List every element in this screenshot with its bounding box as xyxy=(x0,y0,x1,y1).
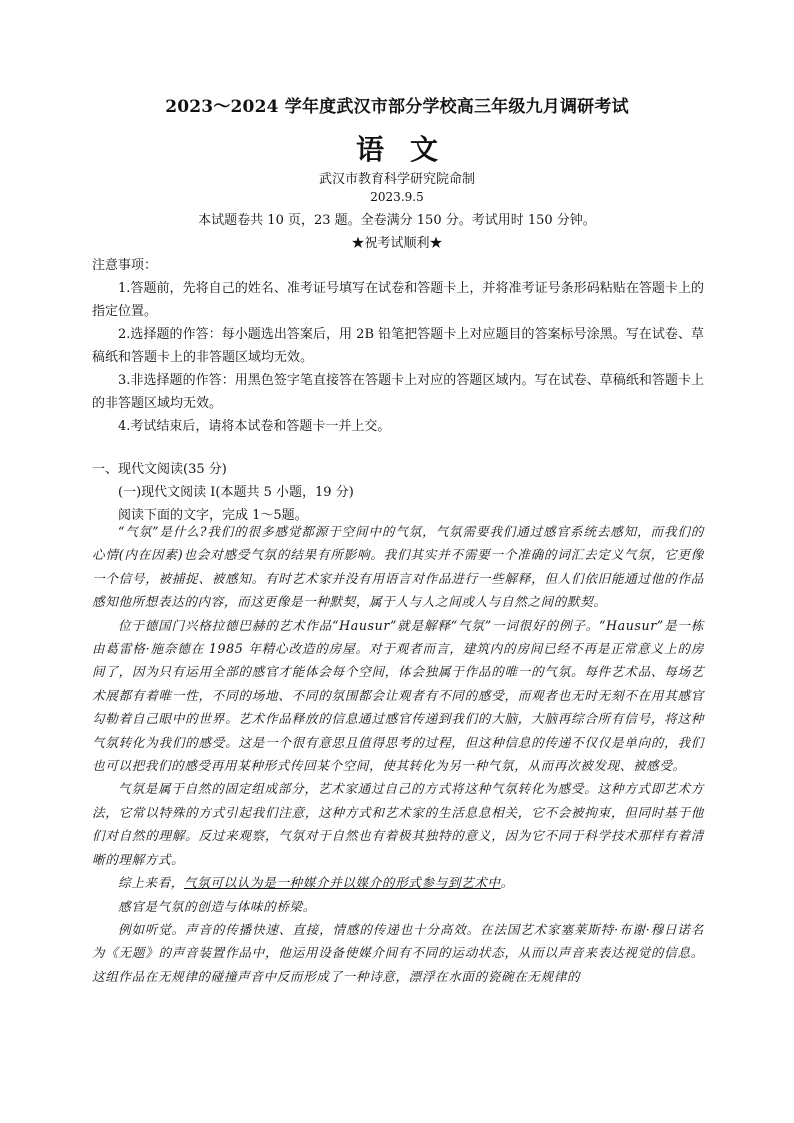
notes-section xyxy=(92,254,704,438)
paragraph-4-prefix: 综上来看， xyxy=(118,875,184,891)
notes-heading: 注意事项： xyxy=(92,258,158,273)
publisher-line: 武汉市教育科学研究院命制 xyxy=(318,172,475,187)
exam-info: 本试题卷共 10 页，23 题。全卷满分 150 分。考试用时 150 分钟。 xyxy=(198,213,596,228)
underlined-sentence: 气氛可以认为是一种媒介并以媒介的形式参与到艺术中 xyxy=(183,875,501,891)
passage-paragraph-6: 例如听觉。声音的传播快速、直接，情感的传递也十分高效。在法国艺术家塞莱斯特·布谢·穆日诺名为《无题》的声音装置作品中，他运用设备使媒介间有不同的运动状态，从而以声音来表达视觉的信息。这组作品在无规律的碰撞声音中反而形成了一种诗意，漂浮在水面的瓷碗在无规律的 xyxy=(92,921,704,984)
note-item-3: 3.非选择题的作答：用黑色签字笔直接答在答题卡上对应的答题区域内。写在试卷、草稿纸和答题卡上的非答题区域均无效。 xyxy=(92,373,704,411)
note-item-2: 2.选择题的作答：每小题选出答案后，用 2B 铅笔把答题卡上对应题目的答案标号涂黑。写在试卷、草稿纸和答题卡上的非答题区域均无效。 xyxy=(92,327,704,365)
section-heading: 一、现代文阅读(35 分) xyxy=(92,462,227,477)
reading-passage xyxy=(92,520,704,988)
subject-title: 语文 xyxy=(355,133,464,166)
reading-section-header xyxy=(92,458,704,527)
exam-date: 2023.9.5 xyxy=(370,190,424,204)
note-item-1: 1.答题前，先将自己的姓名、准考证号填写在试卷和答题卡上，并将准考证号条形码粘贴在答题卡上的指定位置。 xyxy=(92,281,704,319)
paragraph-4-suffix: 。 xyxy=(500,875,514,891)
passage-paragraph-4 xyxy=(92,871,704,894)
passage-paragraph-5: 感官是气氛的创造与体味的桥梁。 xyxy=(118,898,316,914)
reading-instruction: 阅读下面的文字，完成 1～5题。 xyxy=(118,508,308,523)
exam-title: 2023～2024 学年度武汉市部分学校高三年级九月调研考试 xyxy=(165,97,629,117)
passage-paragraph-3: 气氛是属于自然的固定组成部分，艺术家通过自己的方式将这种气氛转化为感受。这种方式即艺术方法，它常以特殊的方式引起我们注意，这种方式和艺术家的生活息息相关，它不会被拘束，但同时基于他们对自然的理解。反过来观察，气氛对于自然也有着极其独特的意义，因为它不同于科学技术那样有着清晰的理解方式。 xyxy=(92,781,704,867)
good-luck-line: ★祝考试顺利★ xyxy=(351,236,443,251)
note-item-4: 4.考试结束后，请将本试卷和答题卡一并上交。 xyxy=(118,419,391,434)
passage-paragraph-2: 位于德国门兴格拉德巴赫的艺术作品“Hausur”就是解释“气氛”一词很好的例子。“Hausur”是一栋由葛雷格·施奈德在 1985 年精心改造的房屋。对于观者而言，建筑内的房间已经不再是正常意义上的房间了，因为只有运用全部的感官才能体会每个空间，体会独属于作品的唯一的气氛。每件艺术品、每场艺术展都有着唯一性，不同的场地、不同的氛围都会让观者有不同的感受，而观者也无时无刻不在用其感官勾勒着自己眼中的世界。艺术作品释放的信息通过感官传递到我们的大脑，大脑再综合所有信号，将这种气氛转化为我们的感受。这是一个很有意思且值得思考的过程，但这种信息的传递不仅仅是单向的，我们也可以把我们的感受再用某种形式传回某个空间，使其转化为另一种气氛，从而再次被发现、被感受。 xyxy=(92,617,704,774)
subsection-heading: (一)现代文阅读 I(本题共 5 小题，19 分) xyxy=(118,485,354,500)
passage-paragraph-1: “气氛”是什么?我们的很多感觉都源于空间中的气氛，气氛需要我们通过感官系统去感知，而我们的心情(内在因素)也会对感受气氛的结果有所影响。我们其实并不需要一个准确的词汇去定义气氛，它更像一个信号，被捕捉、被感知。有时艺术家并没有用语言对作品进行一些解释，但人们依旧能通过他的作品感知他所想表达的内容，而这更像是一种默契，属于人与人之间或人与自然之间的默契。 xyxy=(92,524,704,610)
